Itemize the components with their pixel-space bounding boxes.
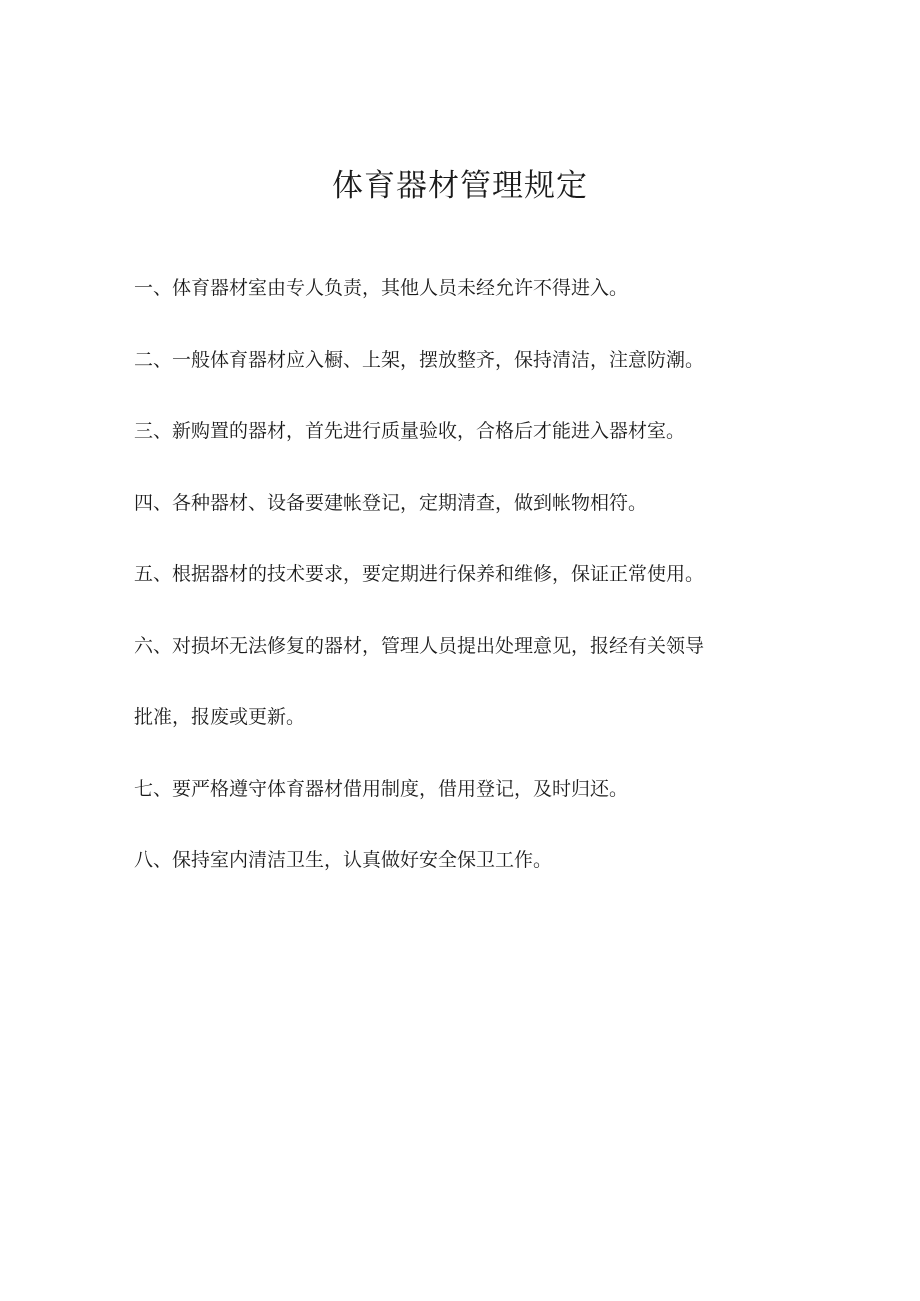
rule-line-6-continued: 批准，报废或更新。	[134, 706, 306, 728]
rule-line-7: 七、要严格遵守体育器材借用制度，借用登记，及时归还。	[134, 777, 629, 800]
rule-line-5: 五、根据器材的技术要求，要定期进行保养和维修，保证正常使用。	[134, 563, 705, 585]
rule-line-1: 一、体育器材室由专人负责，其他人员未经允许不得进入。	[134, 277, 629, 299]
document-title: 体育器材管理规定	[332, 168, 588, 204]
rule-line-8: 八、保持室内清洁卫生，认真做好安全保卫工作。	[134, 849, 553, 871]
rule-line-2: 二、一般体育器材应入橱、上架，摆放整齐，保持清洁，注意防潮。	[134, 348, 705, 371]
rule-line-3: 三、新购置的器材，首先进行质量验收，合格后才能进入器材室。	[134, 420, 686, 442]
rule-line-6: 六、对损坏无法修复的器材，管理人员提出处理意见，报经有关领导	[134, 634, 705, 657]
rules-list	[134, 270, 774, 914]
rule-line-4: 四、各种器材、设备要建帐登记，定期清查，做到帐物相符。	[134, 491, 648, 514]
